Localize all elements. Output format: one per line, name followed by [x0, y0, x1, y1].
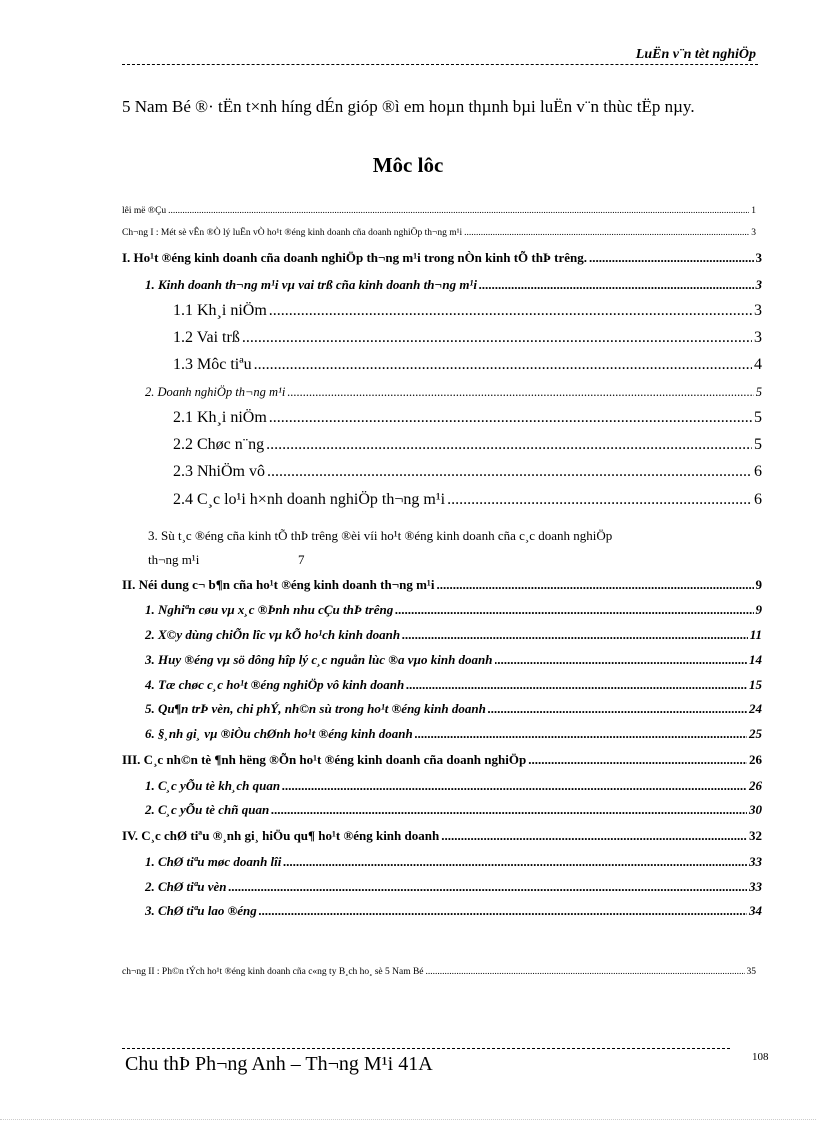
- toc-entry-text: 2. X©y dùng chiÕn lîc vµ kÕ ho¹ch kinh doanh: [145, 627, 401, 642]
- toc-entry-page: 33: [749, 879, 762, 894]
- toc-entry-text: 3. ChØ tiªu lao ®éng: [145, 903, 257, 918]
- toc-entry-page: 9: [755, 577, 762, 592]
- toc-entry-text: 2.3 NhiÖm vô: [173, 463, 265, 480]
- toc-entry-text: 2.4 C¸c lo¹i h×nh doanh nghiÖp th¬ng m¹i: [173, 491, 446, 508]
- toc-entry-text: 1.2 Vai trß: [173, 329, 240, 346]
- footer-author: Chu thÞ Ph¬ng Anh – Th¬ng M¹i 41A: [125, 1053, 433, 1075]
- toc-entry: [145, 778, 762, 794]
- toc-entry-text: 3. Huy ®éng vµ sö dông hîp lý c¸c nguån lùc ®a vµo kinh doanh: [145, 652, 493, 667]
- toc-entry-text: lêi më ®Çu: [122, 206, 167, 216]
- toc-entry: [145, 677, 762, 693]
- toc-entry: [145, 854, 762, 870]
- toc-entry-text: 1. ChØ tiªu møc doanh lîi: [145, 854, 282, 869]
- toc-entry-text: 2. Doanh nghiÖp th¬ng m¹i: [145, 385, 286, 399]
- toc-entry: [122, 228, 756, 238]
- toc-entry-text: 2.2 Chøc n¨ng: [173, 436, 265, 453]
- toc-entry-page: 11: [749, 627, 762, 642]
- toc-entry: [173, 409, 762, 427]
- toc-entry-page: 33: [749, 854, 762, 869]
- toc-entry: [145, 701, 762, 717]
- intro-paragraph: 5 Nam Bé ®· tËn t×nh híng dÉn gióp ®ì em hoµn thµnh bµi luËn v¨n thùc tËp nµy.: [122, 97, 695, 116]
- toc-entry: [145, 726, 762, 742]
- toc-entry: [122, 752, 762, 768]
- toc-entry-page: 3: [754, 329, 762, 346]
- toc-entry-text: I. Ho¹t ®éng kinh doanh cña doanh nghiÖp th¬ng m¹i trong nÒn kinh tÕ thÞ trêng.: [122, 250, 587, 265]
- toc-entry-text: 5. Qu¶n trÞ vèn, chi phÝ, nh©n sù trong ho¹t ®éng kinh doanh: [145, 701, 486, 716]
- toc-entry-page: 24: [749, 701, 762, 716]
- toc-title: Môc lôc: [372, 153, 444, 177]
- toc-entry-page: 7: [298, 552, 305, 567]
- toc-entry-page: 3: [751, 228, 756, 238]
- toc-entry-page: 9: [755, 602, 762, 617]
- toc-entry-page: 1: [751, 206, 756, 216]
- toc-entry-page: 4: [754, 356, 762, 373]
- toc-entry-text: Ch¬ng I : Mét sè vÊn ®Ò lý luËn vÒ ho¹t ®éng kinh doanh cña doanh nghiÖp th¬ng m¹i: [122, 228, 463, 238]
- toc-entry: [122, 967, 756, 977]
- toc-entry-text: 1. Nghiªn cøu vµ x¸c ®Þnh nhu cÇu thÞ trêng: [145, 602, 394, 617]
- footer-rule: [122, 1048, 730, 1049]
- toc-entry: [173, 436, 762, 454]
- toc-entry: [173, 329, 762, 347]
- toc-entry-page: 34: [749, 903, 762, 918]
- toc-entry-page: 3: [755, 250, 762, 265]
- toc-entry: [145, 879, 762, 895]
- toc-entry-page: 6: [754, 463, 762, 480]
- toc-entry-text: 1. Kinh doanh th¬ng m¹i vµ vai trß cña kinh doanh th¬ng m¹i: [145, 277, 477, 292]
- toc-entry: [173, 356, 762, 374]
- toc-entry-text: ch¬ng II : Ph©n tÝch ho¹t ®éng kinh doanh cña c«ng ty B¸ch ho¸ sè 5 Nam Bé: [122, 967, 424, 977]
- page-edge-rule: [0, 1119, 816, 1120]
- toc-entry-page: 6: [754, 491, 762, 508]
- toc-entry-text: 3. Sù t¸c ®éng cña kinh tÕ thÞ trêng ®èi víi ho¹t ®éng kinh doanh cña c¸c doanh nghiÖp: [148, 528, 613, 543]
- toc-entry-text: 2. C¸c yÕu tè chñ quan: [145, 802, 270, 817]
- toc-entry-page: 32: [749, 828, 762, 843]
- toc-entry-page: 25: [749, 726, 762, 741]
- toc-entry-text: 4. Tæ chøc c¸c ho¹t ®éng nghiÖp vô kinh doanh: [145, 677, 405, 692]
- toc-entry-page: 26: [749, 778, 762, 793]
- toc-entry: [122, 577, 762, 593]
- toc-entry-text: 2.1 Kh¸i niÖm: [173, 409, 267, 426]
- toc-entry: [122, 206, 756, 216]
- toc-entry-page: 3: [755, 277, 762, 292]
- toc-entry: [145, 903, 762, 919]
- toc-entry-text-cont: th¬ng m¹i: [148, 552, 200, 567]
- toc-entry: [173, 302, 762, 320]
- toc-entry: [173, 491, 762, 509]
- toc-entry-page: 3: [754, 302, 762, 319]
- page-number: 108: [752, 1051, 769, 1063]
- toc-entry: [122, 250, 762, 266]
- toc-entry-text: III. C¸c nh©n tè ¶nh hëng ®Õn ho¹t ®éng kinh doanh cña doanh nghiÖp: [122, 752, 527, 767]
- header-rule: [122, 64, 758, 65]
- toc-entry-page: 26: [749, 752, 762, 767]
- toc-entry: [145, 602, 762, 618]
- toc-entry: [145, 802, 762, 818]
- toc-entry-page: 5: [755, 385, 762, 399]
- toc-entry-page: 30: [749, 802, 762, 817]
- toc-entry: [173, 463, 762, 481]
- toc-entry: [145, 385, 762, 400]
- toc-entry-text: 1.1 Kh¸i niÖm: [173, 302, 267, 319]
- toc-entry-page: 5: [754, 409, 762, 426]
- toc-entry-multiline: [148, 524, 762, 572]
- toc-entry-text: 2. ChØ tiªu vèn: [145, 879, 227, 894]
- toc-entry-page: 35: [746, 967, 756, 977]
- toc-entry-text: II. Néi dung c¬ b¶n cña ho¹t ®éng kinh doanh th¬ng m¹i: [122, 577, 435, 592]
- toc-entry: [122, 828, 762, 844]
- running-header-title: LuËn v¨n tèt nghiÖp: [635, 47, 756, 62]
- toc-entry: [145, 277, 762, 293]
- toc-entry-text: 6. §¸nh gi¸ vµ ®iÒu chØnh ho¹t ®éng kinh doanh: [145, 726, 413, 741]
- toc-entry-text: 1.3 Môc tiªu: [173, 356, 252, 373]
- toc-entry-page: 14: [749, 652, 762, 667]
- toc-entry-text: 1. C¸c yÕu tè kh¸ch quan: [145, 778, 281, 793]
- toc-entry-page: 15: [749, 677, 762, 692]
- toc-entry: [145, 652, 762, 668]
- toc-entry-text: IV. C¸c chØ tiªu ®¸nh gi¸ hiÖu qu¶ ho¹t ®éng kinh doanh: [122, 828, 440, 843]
- toc-entry-page: 5: [754, 436, 762, 453]
- toc-entry: [145, 627, 762, 643]
